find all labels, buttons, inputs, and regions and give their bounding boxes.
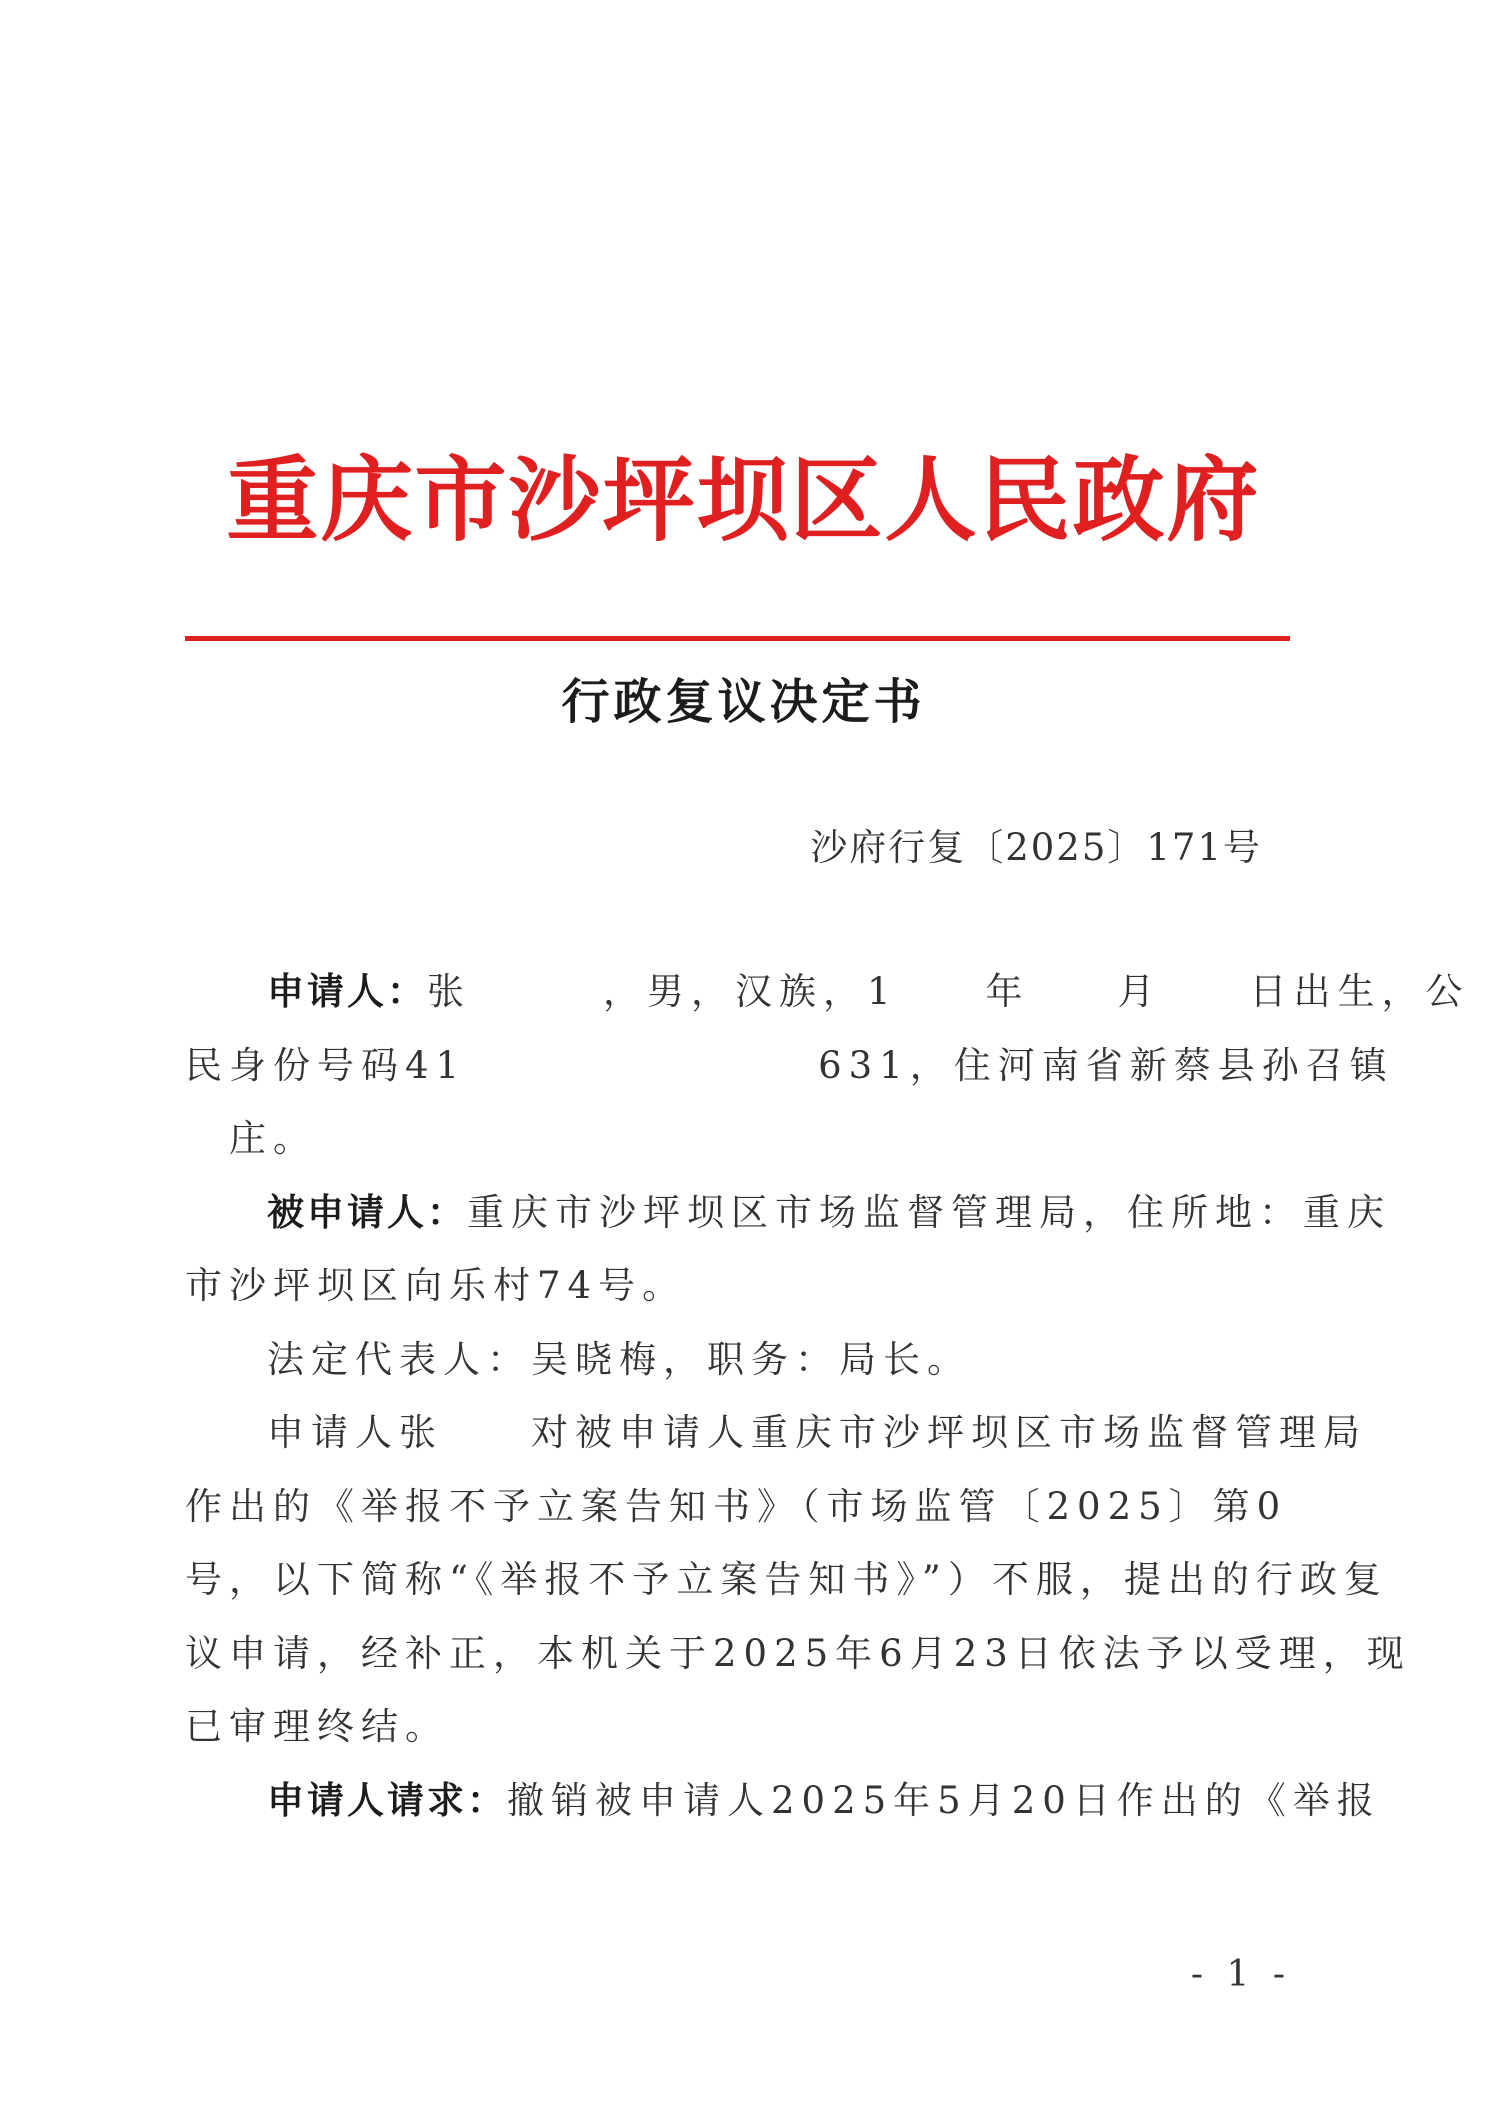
red-divider — [185, 636, 1290, 641]
request-text-1: 撤销被申请人2025年5月20日作出的《举报 — [507, 1778, 1381, 1822]
case-summary-line-1: 申请人张 对被申请人重庆市沙坪坝区市场监督管理局 — [267, 1411, 1367, 1454]
issuer-name: 重庆市沙坪坝区人民政府 — [226, 446, 1261, 554]
document-number: 沙府行复〔2025〕171号 — [810, 826, 1262, 869]
applicant-label: 申请人： — [267, 969, 427, 1013]
request-line-1 — [185, 1764, 1381, 1838]
page-number: - 1 - — [1190, 1954, 1291, 1995]
case-summary-line-4: 议申请，经补正，本机关于2025年6月23日依法予以受理，现 — [185, 1631, 1411, 1675]
case-summary-line-3: 号，以下简称“《举报不予立案告知书》”）不服，提出的行政复 — [185, 1558, 1388, 1601]
respondent-line-2: 市沙坪坝区向乐村74号。 — [185, 1264, 687, 1307]
applicant-line-1 — [185, 955, 1470, 1029]
document-title: 行政复议决定书 — [561, 674, 926, 730]
respondent-line-1 — [185, 1176, 1391, 1250]
applicant-line-3: 庄。 — [185, 1117, 317, 1160]
applicant-line-2: 民身份号码41 631，住河南省新蔡县孙召镇 — [185, 1043, 1394, 1087]
applicant-text-1: 张 ，男，汉族，1 年 月 日出生，公 — [427, 970, 1470, 1013]
legal-representative: 法定代表人：吴晓梅，职务：局长。 — [267, 1337, 971, 1381]
respondent-label: 被申请人： — [267, 1189, 467, 1234]
document-body — [185, 955, 1470, 1837]
request-label: 申请人请求： — [267, 1777, 507, 1822]
case-summary-line-2: 作出的《举报不予立案告知书》（市场监管〔2025〕第0 — [185, 1484, 1288, 1528]
respondent-text-1: 重庆市沙坪坝区市场监督管理局，住所地：重庆 — [467, 1190, 1391, 1234]
case-summary-line-5: 已审理终结。 — [185, 1705, 449, 1748]
